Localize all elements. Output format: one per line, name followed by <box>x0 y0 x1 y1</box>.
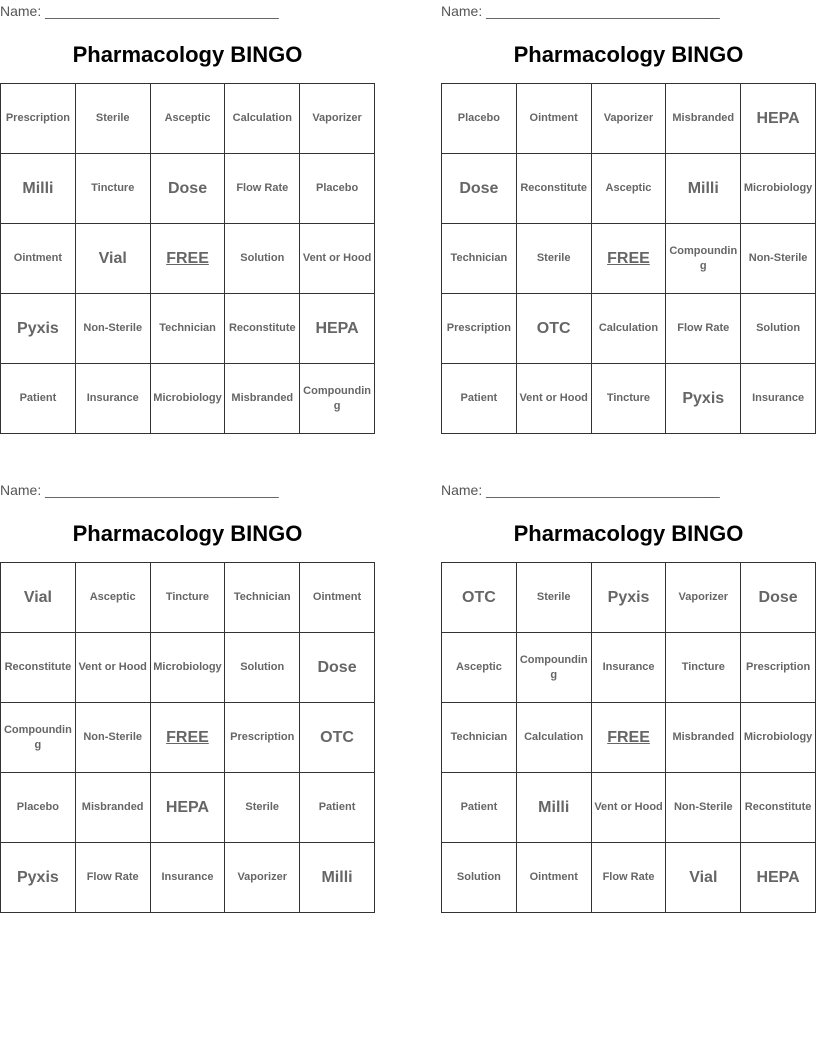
grid-row <box>442 773 816 843</box>
bingo-cell: Patient <box>442 364 517 434</box>
bingo-cell: Reconstitute <box>1 633 76 703</box>
bingo-cell: Insurance <box>741 364 816 434</box>
bingo-cell: HEPA <box>741 84 816 154</box>
bingo-cell: Compounding <box>666 224 741 294</box>
name-label: Name: <box>0 3 42 19</box>
bingo-cell: Non-Sterile <box>75 294 150 364</box>
bingo-cell: Dose <box>741 563 816 633</box>
bingo-cell: Technician <box>442 703 517 773</box>
bingo-cell: Dose <box>150 154 225 224</box>
bingo-cell: Vent or Hood <box>300 224 375 294</box>
name-label: Name: <box>441 482 483 498</box>
name-field <box>0 3 279 19</box>
bingo-cell: Placebo <box>1 773 76 843</box>
bingo-cell: Asceptic <box>75 563 150 633</box>
bingo-cell: Non-Sterile <box>741 224 816 294</box>
bingo-cell: Misbranded <box>225 364 300 434</box>
grid-row <box>442 563 816 633</box>
bingo-cell: Sterile <box>516 224 591 294</box>
bingo-cell: Prescription <box>741 633 816 703</box>
bingo-cell: Misbranded <box>666 703 741 773</box>
bingo-cell: Ointment <box>516 84 591 154</box>
bingo-cell: Misbranded <box>666 84 741 154</box>
bingo-cell: Dose <box>442 154 517 224</box>
bingo-cell: Sterile <box>516 563 591 633</box>
bingo-cell: Compounding <box>1 703 76 773</box>
bingo-cell: Placebo <box>442 84 517 154</box>
bingo-cell: HEPA <box>150 773 225 843</box>
grid-row <box>1 633 375 703</box>
card-title: Pharmacology BINGO <box>72 521 303 546</box>
grid-row <box>442 843 816 913</box>
bingo-cell: Compounding <box>300 364 375 434</box>
bingo-cell: Insurance <box>150 843 225 913</box>
bingo-cell: Prescription <box>1 84 76 154</box>
bingo-cell: Tincture <box>75 154 150 224</box>
grid-row <box>1 773 375 843</box>
bingo-cell: Milli <box>516 773 591 843</box>
bingo-cell: Asceptic <box>591 154 666 224</box>
bingo-cell: Prescription <box>225 703 300 773</box>
bingo-cell: Asceptic <box>150 84 225 154</box>
bingo-cell: Vent or Hood <box>516 364 591 434</box>
bingo-cell: Prescription <box>442 294 517 364</box>
bingo-cell: Sterile <box>225 773 300 843</box>
bingo-cell: Reconstitute <box>516 154 591 224</box>
bingo-cell: Calculation <box>591 294 666 364</box>
bingo-cell: HEPA <box>300 294 375 364</box>
bingo-cell: Reconstitute <box>225 294 300 364</box>
bingo-cell: Milli <box>1 154 76 224</box>
bingo-cell: Flow Rate <box>666 294 741 364</box>
grid-row <box>442 84 816 154</box>
bingo-cell: Insurance <box>591 633 666 703</box>
bingo-cell: Pyxis <box>1 843 76 913</box>
grid-row <box>1 84 375 154</box>
bingo-cell: Solution <box>741 294 816 364</box>
bingo-cell: Misbranded <box>75 773 150 843</box>
bingo-cell: Flow Rate <box>75 843 150 913</box>
bingo-cell: Patient <box>1 364 76 434</box>
bingo-cell: Solution <box>442 843 517 913</box>
bingo-cell: Tincture <box>150 563 225 633</box>
name-blank-line: ______________________________ <box>45 3 279 19</box>
bingo-cell: Technician <box>225 563 300 633</box>
bingo-cell: Tincture <box>591 364 666 434</box>
free-space-cell: FREE <box>150 224 225 294</box>
bingo-cell: Ointment <box>300 563 375 633</box>
bingo-cell: Vent or Hood <box>75 633 150 703</box>
bingo-cell: Pyxis <box>591 563 666 633</box>
bingo-cell: Vaporizer <box>666 563 741 633</box>
bingo-cell: Microbiology <box>150 633 225 703</box>
bingo-cell: Solution <box>225 633 300 703</box>
grid-row <box>442 224 816 294</box>
bingo-cell: Ointment <box>516 843 591 913</box>
bingo-grid <box>0 83 375 434</box>
bingo-cell: Milli <box>300 843 375 913</box>
bingo-cell: Non-Sterile <box>666 773 741 843</box>
bingo-cell: Calculation <box>225 84 300 154</box>
grid-row <box>1 154 375 224</box>
grid-row <box>442 364 816 434</box>
bingo-cell: Vaporizer <box>591 84 666 154</box>
bingo-cell: Vial <box>1 563 76 633</box>
card-title: Pharmacology BINGO <box>513 521 744 546</box>
bingo-cell: Compounding <box>516 633 591 703</box>
bingo-cell: Vial <box>75 224 150 294</box>
bingo-cell: Pyxis <box>666 364 741 434</box>
grid-row <box>1 703 375 773</box>
bingo-cell: Reconstitute <box>741 773 816 843</box>
bingo-cell: Ointment <box>1 224 76 294</box>
bingo-cell: Vial <box>666 843 741 913</box>
name-label: Name: <box>0 482 42 498</box>
bingo-cell: Placebo <box>300 154 375 224</box>
card-title: Pharmacology BINGO <box>72 42 303 67</box>
bingo-cell: Patient <box>442 773 517 843</box>
name-blank-line: ______________________________ <box>45 482 279 498</box>
bingo-cell: Vaporizer <box>225 843 300 913</box>
bingo-cell: Vaporizer <box>300 84 375 154</box>
grid-row <box>442 154 816 224</box>
bingo-cell: Flow Rate <box>225 154 300 224</box>
grid-row <box>442 703 816 773</box>
bingo-grid <box>0 562 375 913</box>
bingo-cell: Non-Sterile <box>75 703 150 773</box>
name-field <box>441 3 720 19</box>
bingo-cell: OTC <box>442 563 517 633</box>
card-title: Pharmacology BINGO <box>513 42 744 67</box>
name-field <box>0 482 279 498</box>
bingo-cell: Patient <box>300 773 375 843</box>
free-space-cell: FREE <box>591 703 666 773</box>
bingo-cell: Dose <box>300 633 375 703</box>
name-blank-line: ______________________________ <box>486 3 720 19</box>
bingo-cell: Flow Rate <box>591 843 666 913</box>
bingo-cell: OTC <box>516 294 591 364</box>
grid-row <box>442 633 816 703</box>
bingo-cell: Technician <box>442 224 517 294</box>
name-field <box>441 482 720 498</box>
bingo-cell: Microbiology <box>741 154 816 224</box>
free-space-cell: FREE <box>150 703 225 773</box>
bingo-cell: Calculation <box>516 703 591 773</box>
grid-row <box>1 364 375 434</box>
bingo-cell: Milli <box>666 154 741 224</box>
free-space-cell: FREE <box>591 224 666 294</box>
bingo-cell: Pyxis <box>1 294 76 364</box>
bingo-cell: Asceptic <box>442 633 517 703</box>
bingo-cell: Solution <box>225 224 300 294</box>
bingo-cell: OTC <box>300 703 375 773</box>
grid-row <box>1 843 375 913</box>
bingo-cell: Technician <box>150 294 225 364</box>
grid-row <box>442 294 816 364</box>
bingo-cell: Microbiology <box>150 364 225 434</box>
bingo-cell: Vent or Hood <box>591 773 666 843</box>
bingo-grid <box>441 562 816 913</box>
bingo-cell: Microbiology <box>741 703 816 773</box>
bingo-cell: Tincture <box>666 633 741 703</box>
name-label: Name: <box>441 3 483 19</box>
grid-row <box>1 294 375 364</box>
grid-row <box>1 224 375 294</box>
bingo-cell: HEPA <box>741 843 816 913</box>
grid-row <box>1 563 375 633</box>
bingo-cell: Sterile <box>75 84 150 154</box>
bingo-grid <box>441 83 816 434</box>
bingo-cell: Insurance <box>75 364 150 434</box>
name-blank-line: ______________________________ <box>486 482 720 498</box>
